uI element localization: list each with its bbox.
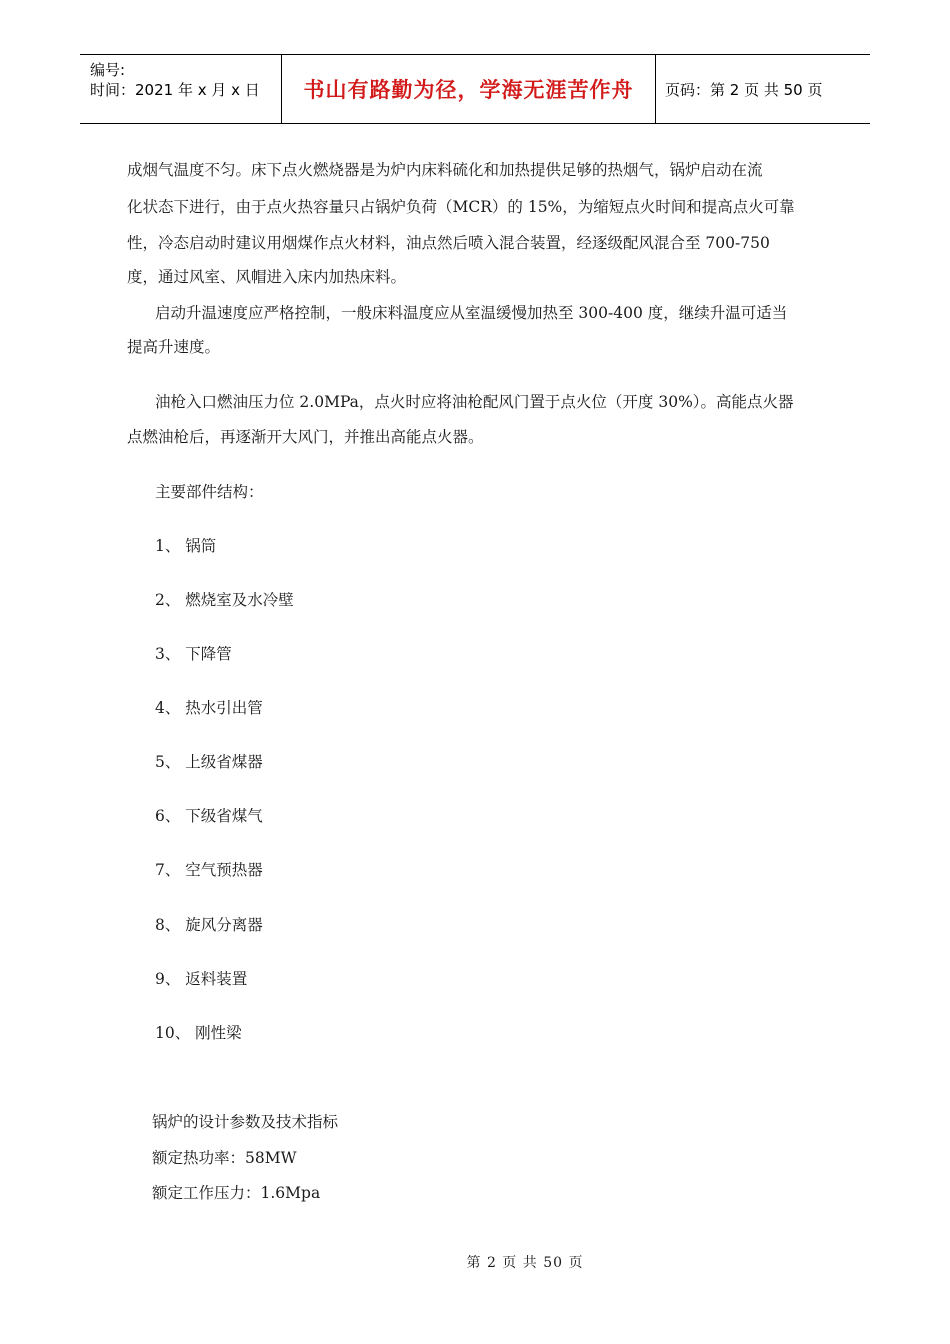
- paragraph-line: 成烟气温度不匀。床下点火燃烧器是为炉内床料硫化和加热提供足够的热烟气，锅炉启动在流: [127, 161, 763, 179]
- design-parameters-heading: 锅炉的设计参数及技术指标: [152, 1113, 339, 1131]
- rated-heat-power: 额定热功率：58MW: [152, 1149, 297, 1167]
- paragraph-line: 点燃油枪后，再逐渐开大风门，并推出高能点火器。: [127, 428, 484, 446]
- paragraph-line: 化状态下进行，由于点火热容量只占锅炉负荷（MCR）的 15%，为缩短点火时间和提高点火可靠: [127, 198, 795, 216]
- component-item: 5、 上级省煤器: [155, 753, 263, 771]
- paragraph-line: 启动升温速度应严格控制，一般床料温度应从室温缓慢加热至 300-400 度，继续升温可适当: [155, 304, 788, 322]
- rated-working-pressure: 额定工作压力：1.6Mpa: [152, 1184, 321, 1202]
- component-item: 10、 刚性梁: [155, 1024, 242, 1042]
- page-footer: [0, 1252, 950, 1272]
- component-item: 1、 锅筒: [155, 537, 217, 555]
- paragraph-line: 度，通过风室、风帽进入床内加热床料。: [127, 268, 407, 286]
- header-page-info: 页码：第 2 页 共 50 页: [665, 80, 823, 99]
- document-number-label: 编号:: [90, 61, 126, 79]
- component-item: 6、 下级省煤气: [155, 807, 263, 825]
- paragraph-line: 性，冷态启动时建议用烟煤作点火材料，油点然后喷入混合装置，经逐级配风混合至 700-750: [127, 234, 770, 252]
- component-item: 3、 下降管: [155, 645, 232, 663]
- document-date: 时间：2021 年 x 月 x 日: [90, 81, 260, 99]
- component-item: 7、 空气预热器: [155, 861, 263, 879]
- components-heading: 主要部件结构：: [155, 483, 264, 501]
- component-item: 2、 燃烧室及水冷壁: [155, 591, 294, 609]
- component-item: 9、 返料装置: [155, 970, 248, 988]
- footer-page-number: 第 2 页 共 50 页: [466, 1255, 584, 1271]
- component-item: 8、 旋风分离器: [155, 916, 263, 934]
- header-motto: 书山有路勤为径，学海无涯苦作舟: [282, 55, 656, 123]
- paragraph-line: 提高升速度。: [127, 338, 221, 356]
- component-item: 4、 热水引出管: [155, 699, 263, 717]
- paragraph-line: 油枪入口燃油压力位 2.0MPa，点火时应将油枪配风门置于点火位（开度 30%）。高能点火器: [155, 393, 794, 411]
